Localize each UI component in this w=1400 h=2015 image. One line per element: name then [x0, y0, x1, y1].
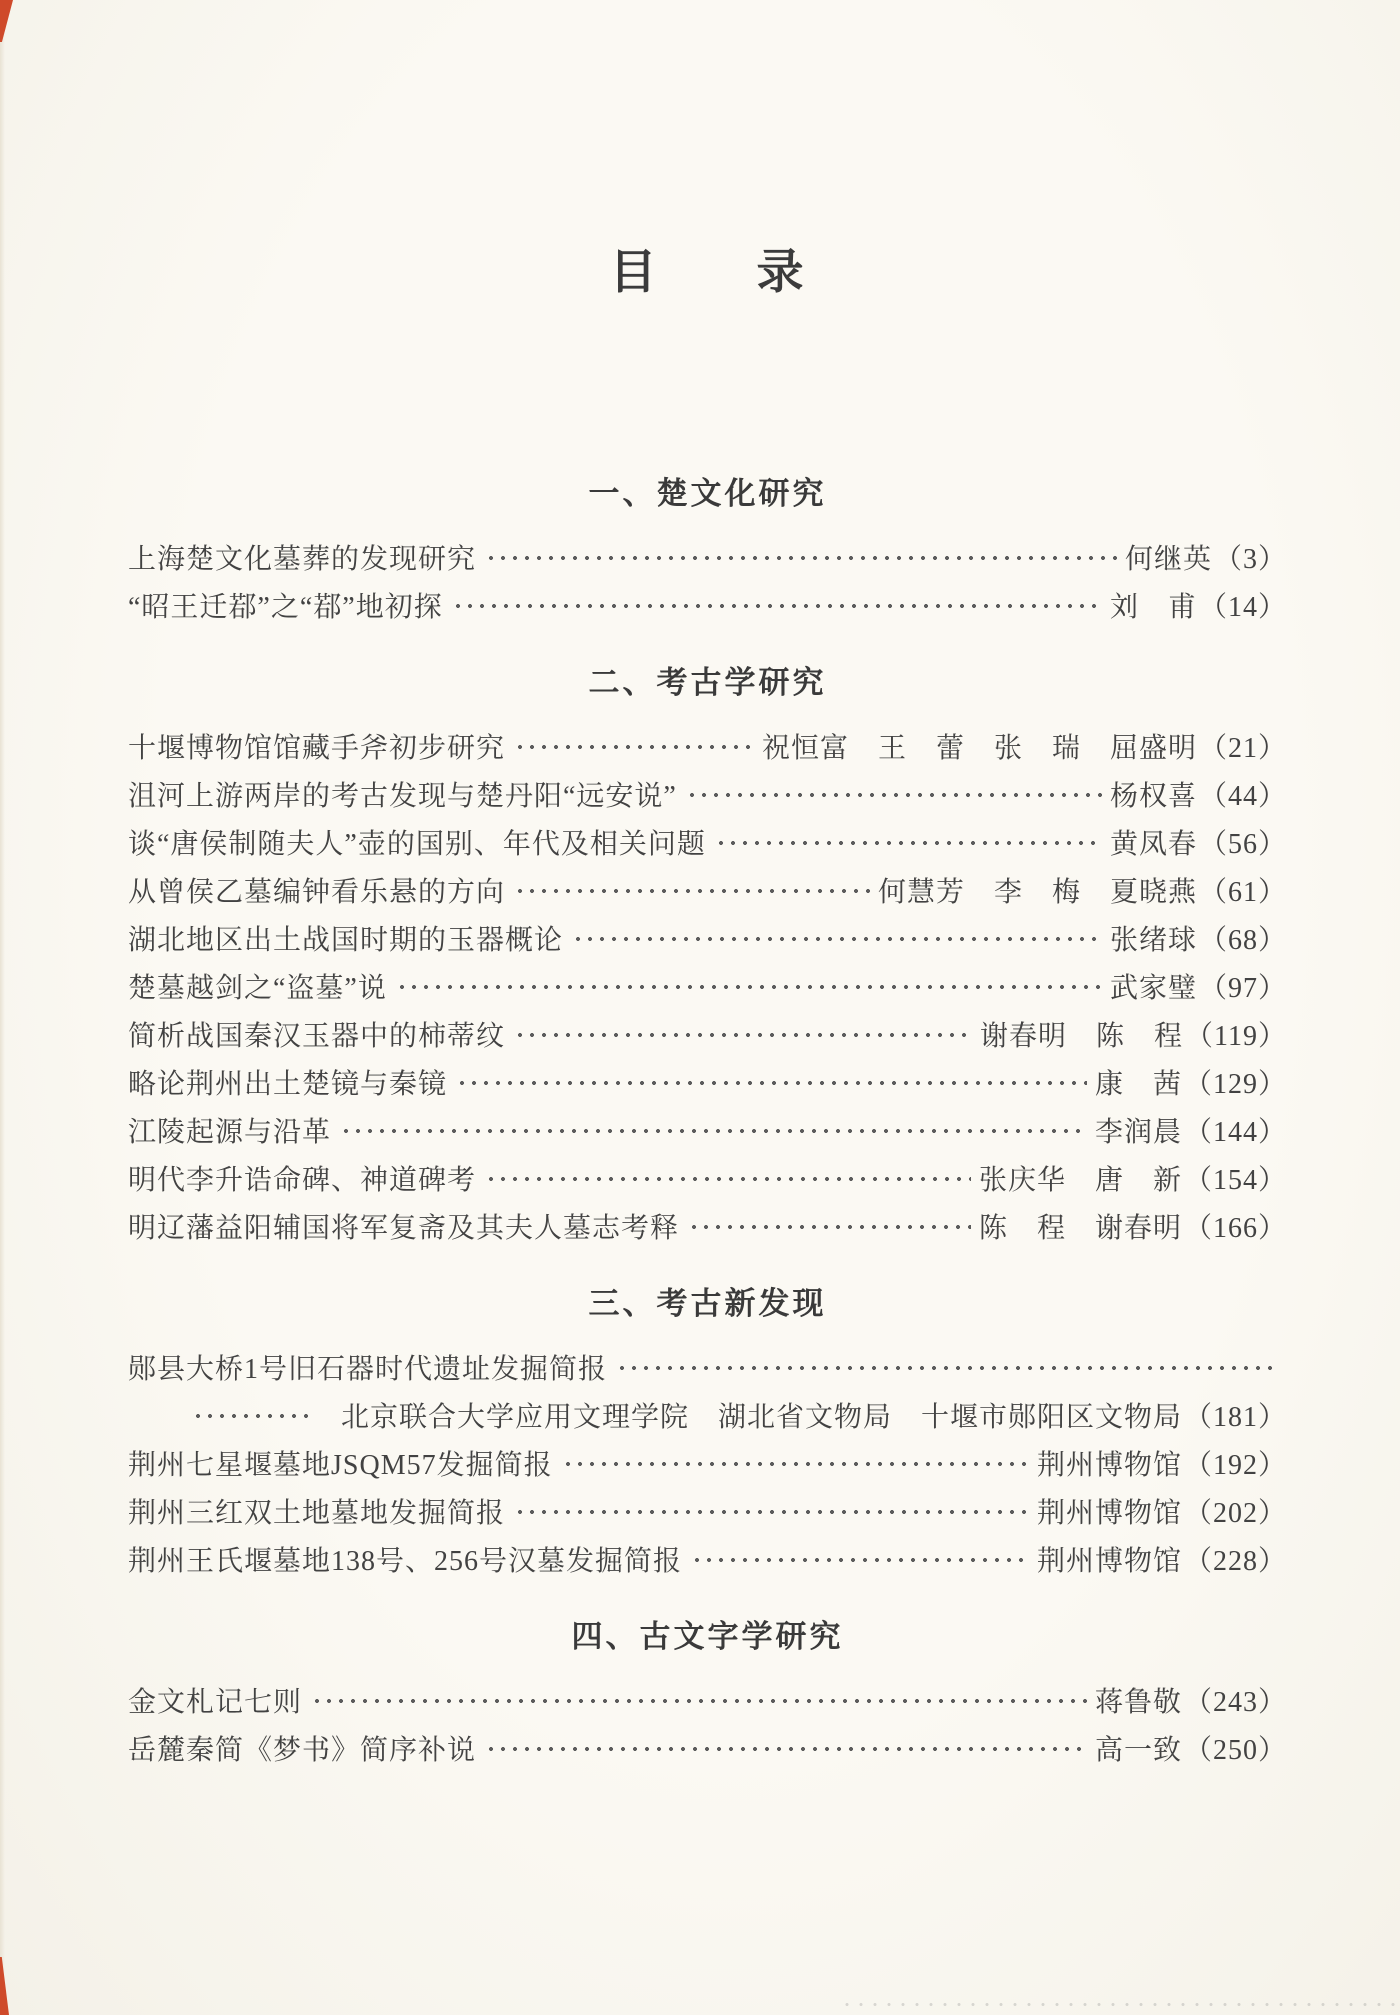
- entry-title: 荆州王氏堰墓地138号、256号汉墓发掘简报: [128, 1546, 683, 1577]
- toc-entry: [128, 1439, 1287, 1487]
- entry-authors: 荆州博物馆: [1036, 1450, 1182, 1481]
- entry-title: “昭王迁鄀”之“鄀”地初探: [128, 592, 443, 623]
- entry-authors: 荆州博物馆: [1036, 1546, 1182, 1577]
- entry-page: （56）: [1198, 829, 1287, 860]
- leader-dots: [190, 1391, 308, 1439]
- entry-title: 谈“唐侯制随夫人”壶的国别、年代及相关问题: [128, 829, 706, 860]
- toc-entry-continuation: [128, 1391, 1287, 1439]
- entry-title: 荆州三红双土地墓地发掘简报: [128, 1498, 506, 1529]
- entry-authors: 谢春明 陈 程: [980, 1021, 1184, 1052]
- entry-page: （44）: [1198, 781, 1287, 812]
- toc-entry: [128, 1154, 1287, 1202]
- entry-page: （61）: [1198, 877, 1287, 908]
- entry-title: 荆州七星堰墓地JSQM57发掘简报: [128, 1450, 553, 1481]
- toc-entry: [128, 1535, 1287, 1583]
- entry-title: 明辽藩益阳辅国将军复斋及其夫人墓志考释: [128, 1213, 680, 1244]
- entry-title: 十堰博物馆馆藏手斧初步研究: [128, 733, 506, 764]
- entry-title: 江陵起源与沿革: [128, 1117, 332, 1148]
- entry-authors: 北京联合大学应用文理学院 湖北省文物局 十堰市郧阳区文物局: [340, 1402, 1182, 1433]
- leader-dots: [713, 818, 1102, 866]
- toc-entry: [128, 770, 1287, 818]
- toc-entry: [128, 1058, 1287, 1106]
- leader-dots: [560, 1439, 1029, 1487]
- entry-page: （119）: [1185, 1021, 1287, 1052]
- toc-entry: [128, 533, 1287, 581]
- entry-title: 岳麓秦简《梦书》简序补说: [128, 1735, 477, 1766]
- entry-page: （228）: [1183, 1546, 1287, 1577]
- leader-dots: [689, 1535, 1029, 1583]
- section-heading-4: 四、古文字学研究: [571, 1619, 844, 1654]
- entry-title: 沮河上游两岸的考古发现与楚丹阳“远安说”: [128, 781, 677, 812]
- leader-dots: [483, 533, 1117, 581]
- toc-entry: [128, 1010, 1287, 1058]
- toc-entry: [128, 914, 1287, 962]
- entry-page: （97）: [1198, 973, 1287, 1004]
- toc-entry: [128, 1676, 1287, 1724]
- toc-entry: [128, 1343, 1287, 1391]
- leader-dots: [454, 1058, 1087, 1106]
- entry-authors: 黄凤春: [1109, 829, 1197, 860]
- section-heading-1: 一、楚文化研究: [588, 476, 827, 511]
- page-title: 目 录: [609, 247, 806, 299]
- entry-authors: 杨权喜: [1109, 781, 1197, 812]
- leader-dots: [483, 1154, 971, 1202]
- leader-dots: [512, 722, 754, 770]
- leader-dots: [512, 1487, 1029, 1535]
- entry-authors: 康 茜: [1094, 1069, 1182, 1100]
- leader-dots: [614, 1343, 1273, 1391]
- leader-dots: [483, 1724, 1087, 1772]
- entry-page: （14）: [1198, 592, 1287, 623]
- entry-authors: 何慧芳 李 梅 夏晓燕: [877, 877, 1197, 908]
- entry-page: （3）: [1213, 544, 1287, 575]
- toc-entry: [128, 581, 1287, 629]
- toc-entry: [128, 1106, 1287, 1154]
- entry-authors: 武家璧: [1109, 973, 1197, 1004]
- entry-page: （129）: [1183, 1069, 1287, 1100]
- section-heading-3: 三、考古新发现: [588, 1286, 827, 1321]
- entry-title: 楚墓越剑之“盗墓”说: [128, 973, 387, 1004]
- entry-title: 明代李升诰命碑、神道碑考: [128, 1165, 477, 1196]
- toc-entry: [128, 1487, 1287, 1535]
- leader-dots: [512, 866, 870, 914]
- leader-dots: [394, 962, 1102, 1010]
- entry-authors: 何继英: [1124, 544, 1212, 575]
- toc-entry: [128, 1202, 1287, 1250]
- entry-authors: 陈 程 谢春明: [978, 1213, 1182, 1244]
- entry-authors: 李润晨: [1094, 1117, 1182, 1148]
- entry-page: （192）: [1183, 1450, 1287, 1481]
- leader-dots: [338, 1106, 1087, 1154]
- entry-title: 略论荆州出土楚镜与秦镜: [128, 1069, 448, 1100]
- leader-dots: [512, 1010, 972, 1058]
- entry-page: （202）: [1183, 1498, 1287, 1529]
- entry-page: （181）: [1183, 1402, 1287, 1433]
- entry-authors: 荆州博物馆: [1036, 1498, 1182, 1529]
- entry-page: （144）: [1183, 1117, 1287, 1148]
- entry-page: （243）: [1183, 1687, 1287, 1718]
- toc-entry: [128, 818, 1287, 866]
- entry-title: 郧县大桥1号旧石器时代遗址发掘简报: [128, 1354, 608, 1385]
- entry-title: 简析战国秦汉玉器中的柿蒂纹: [128, 1021, 506, 1052]
- entry-title: 金文札记七则: [128, 1687, 303, 1718]
- entry-title: 上海楚文化墓葬的发现研究: [128, 544, 477, 575]
- toc-entry: [128, 1724, 1287, 1772]
- leader-dots: [309, 1676, 1087, 1724]
- section-heading-2: 二、考古学研究: [588, 665, 827, 700]
- entry-title: 湖北地区出土战国时期的玉器概论: [128, 925, 564, 956]
- entry-authors: 祝恒富 王 蕾 张 瑞 屈盛明: [761, 733, 1197, 764]
- toc-entry: [128, 866, 1287, 914]
- leader-dots: [684, 770, 1102, 818]
- leader-dots: [570, 914, 1102, 962]
- entry-authors: 张绪球: [1109, 925, 1197, 956]
- entry-authors: 高一致: [1094, 1735, 1182, 1766]
- entry-title: 从曾侯乙墓编钟看乐悬的方向: [128, 877, 506, 908]
- entry-page: （68）: [1198, 925, 1287, 956]
- entry-authors: 张庆华 唐 新: [978, 1165, 1182, 1196]
- leader-dots: [450, 581, 1102, 629]
- entry-page: （166）: [1183, 1213, 1287, 1244]
- toc-entry: [128, 722, 1287, 770]
- entry-authors: 刘 甫: [1109, 592, 1197, 623]
- entry-page: （21）: [1198, 733, 1287, 764]
- entry-authors: 蒋鲁敬: [1094, 1687, 1182, 1718]
- entry-page: （250）: [1183, 1735, 1287, 1766]
- toc-entry: [128, 962, 1287, 1010]
- entry-page: （154）: [1183, 1165, 1287, 1196]
- leader-dots: [686, 1202, 971, 1250]
